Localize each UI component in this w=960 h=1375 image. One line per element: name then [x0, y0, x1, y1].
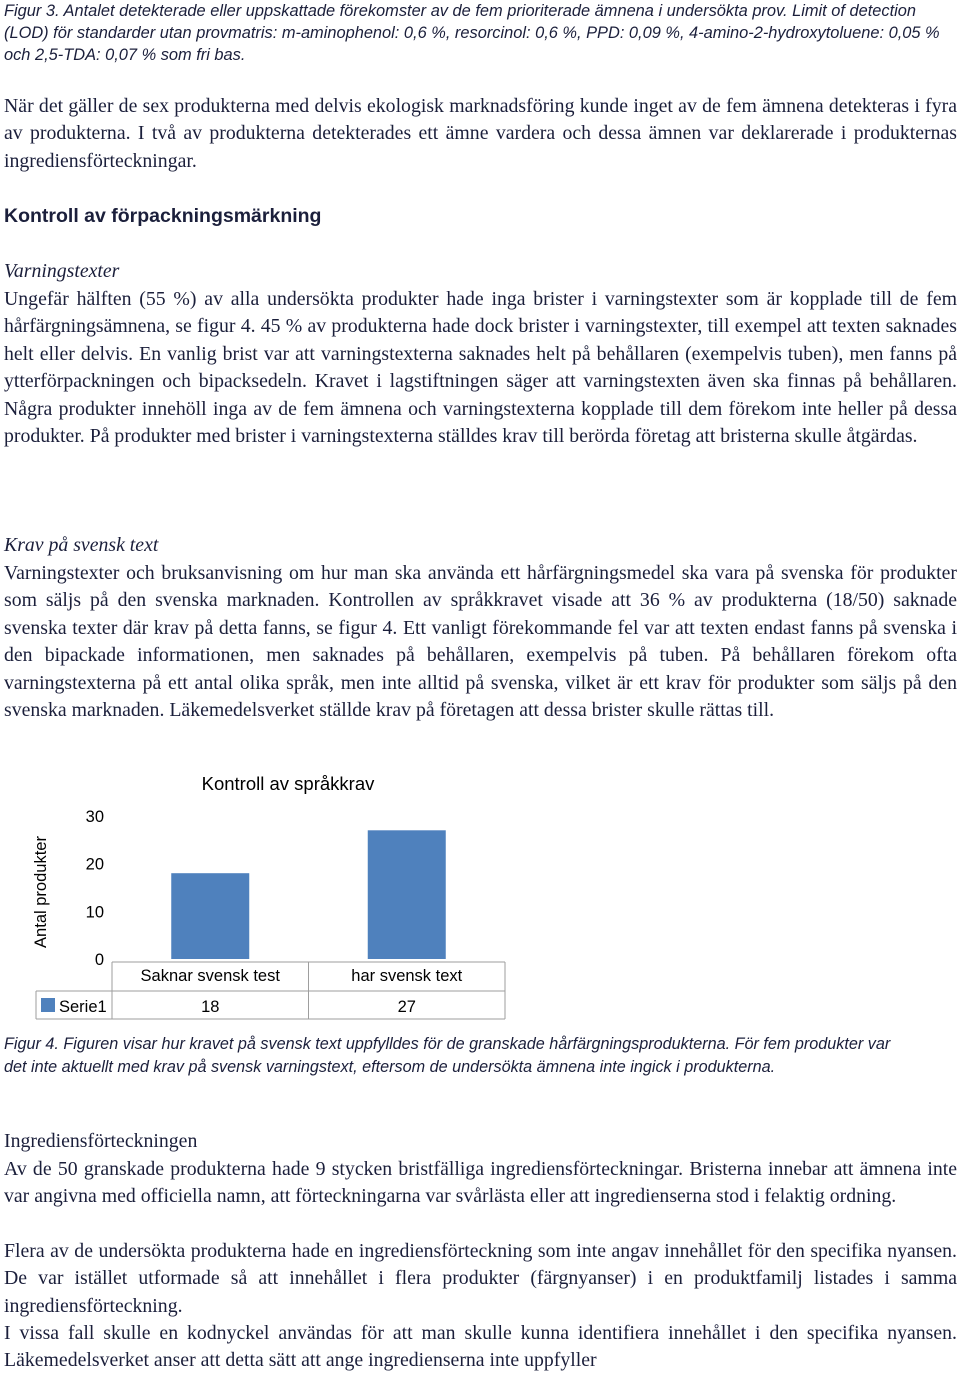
- bar: [171, 873, 249, 959]
- y-tick-label: 10: [85, 903, 104, 922]
- bar: [368, 830, 446, 959]
- figure4-label: Figur 4: [4, 1035, 55, 1053]
- language-requirement-chart: [0, 762, 520, 1024]
- swedish-section-heading: Krav på svensk text: [4, 534, 159, 556]
- y-tick-label: 20: [85, 855, 104, 874]
- legend-swatch: [41, 998, 55, 1012]
- chart-plot-layer: [36, 808, 505, 1019]
- chart-title: Kontroll av språkkrav: [201, 773, 375, 794]
- y-tick-label: 0: [94, 951, 104, 969]
- warning-section-paragraph: Ungefär hälften (55 %) av alla undersökta produkter hade inga brister i varningstexter som är kopplade till de fem hårfärgningsämnena, se figur 4. 45 % av produkterna hade dock brister i varningstexter, till exempel att texten saknades helt eller delvis. En vanlig brist var att varningstexterna saknades helt på behållaren (exempelvis tuben), men fanns på ytterförpackningen och bipacksedeln. Kravet i lagstiftningen säger att varningstexten även ska finnas på behållaren. Några produkter innehöll inga av de fem ämnena och varningstexterna kopplade till dem förekom inte heller på dessa produkter. På produkter med brister i varningstexterna ställdes krav till berörda företag att bristerna skulle åtgärdas.: [4, 288, 957, 448]
- x-category-label: har svensk text: [351, 967, 463, 985]
- figure4-caption: [4, 1033, 904, 1078]
- section-heading: Kontroll av förpackningsmärkning: [4, 205, 322, 227]
- figure3-text: . Antalet detekterade eller uppskattade förekomster av de fem prioriterade ämnena i undersökta prov. Limit of detection (LOD) för standarder utan provmatris: m-aminophenol: 0,6 %, resorcinol: 0,6 %, PPD: 0,09 %, 4-amino-2-hydroxytoluene: 0,05 % och 2,5-TDA: 0,07 % som fri bas.: [4, 2, 940, 64]
- figure3-label: Figur 3: [4, 2, 56, 20]
- ingredients-paragraph-1: Av de 50 granskade produkterna hade 9 stycken bristfälliga ingrediensförteckningar. Bristerna innebar att ämnena inte var angivna med officiella namn, att förteckningarna var svårlästa eller att ingredienserna stod i felaktig ordning.: [4, 1158, 957, 1208]
- ingredients-paragraph-3: I vissa fall skulle en kodnyckel användas för att man skulle kunna identifiera innehållet i den specifika nyansen. Läkemedelsverket anser att detta sätt att ange ingredienserna inte uppfyller: [4, 1322, 957, 1372]
- data-table-value: 27: [397, 998, 416, 1016]
- figure3-caption: [4, 0, 954, 66]
- intro-paragraph: När det gäller de sex produkterna med delvis ekologisk marknadsföring kunde inget av de fem ämnena detekteras i fyra av produkterna. I två av produkterna detekterades ett ämne vardera och dessa ämnen var deklarerade i produkternas ingrediensförteckningar.: [4, 95, 957, 172]
- chart-svg: [0, 762, 520, 1024]
- series-name: Serie1: [59, 998, 107, 1016]
- chart-y-axis-label: Antal produkter: [32, 836, 50, 948]
- ingredients-heading: Ingrediensförteckningen: [4, 1130, 198, 1152]
- data-table-value: 18: [201, 998, 220, 1016]
- swedish-section-paragraph: Varningstexter och bruksanvisning om hur man ska använda ett hårfärgningsmedel ska vara på svenska för produkter som säljs på den svenska marknaden. Kontrollen av språkkravet visade att 36 % av produkterna (18/50) saknade svenska texter där krav på detta fanns, se figur 4. Ett vanligt förekommande fel var att texten endast fanns på svenska i den bipackade informationen, men saknades på behållaren, exempelvis på tuben. På behållaren förekom ofta varningstexterna på ett antal olika språk, men inte alltid på svenska, vilket är ett krav för produkter som säljs på den svenska marknaden. Läkemedelsverket ställde krav på företagen att dessa brister skulle rättas till.: [4, 562, 957, 722]
- x-category-label: Saknar svensk test: [140, 967, 280, 985]
- y-tick-label: 30: [85, 808, 104, 826]
- ingredients-paragraph-2: Flera av de undersökta produkterna hade en ingrediensförteckning som inte angav innehållet för den specifika nyansen. De var istället utformade så att innehållet i flera produkter (färgnyanser) i en produktfamilj listades i samma ingrediensförteckning.: [4, 1240, 957, 1317]
- figure4-text: . Figuren visar hur kravet på svensk text uppfylldes för de granskade hårfärgningsprodukterna. För fem produkter var det inte aktuellt med krav på svensk varningstext, eftersom de undersökta ämnena inte ingick i produkterna.: [4, 1035, 891, 1076]
- warning-section-heading: Varningstexter: [4, 260, 120, 282]
